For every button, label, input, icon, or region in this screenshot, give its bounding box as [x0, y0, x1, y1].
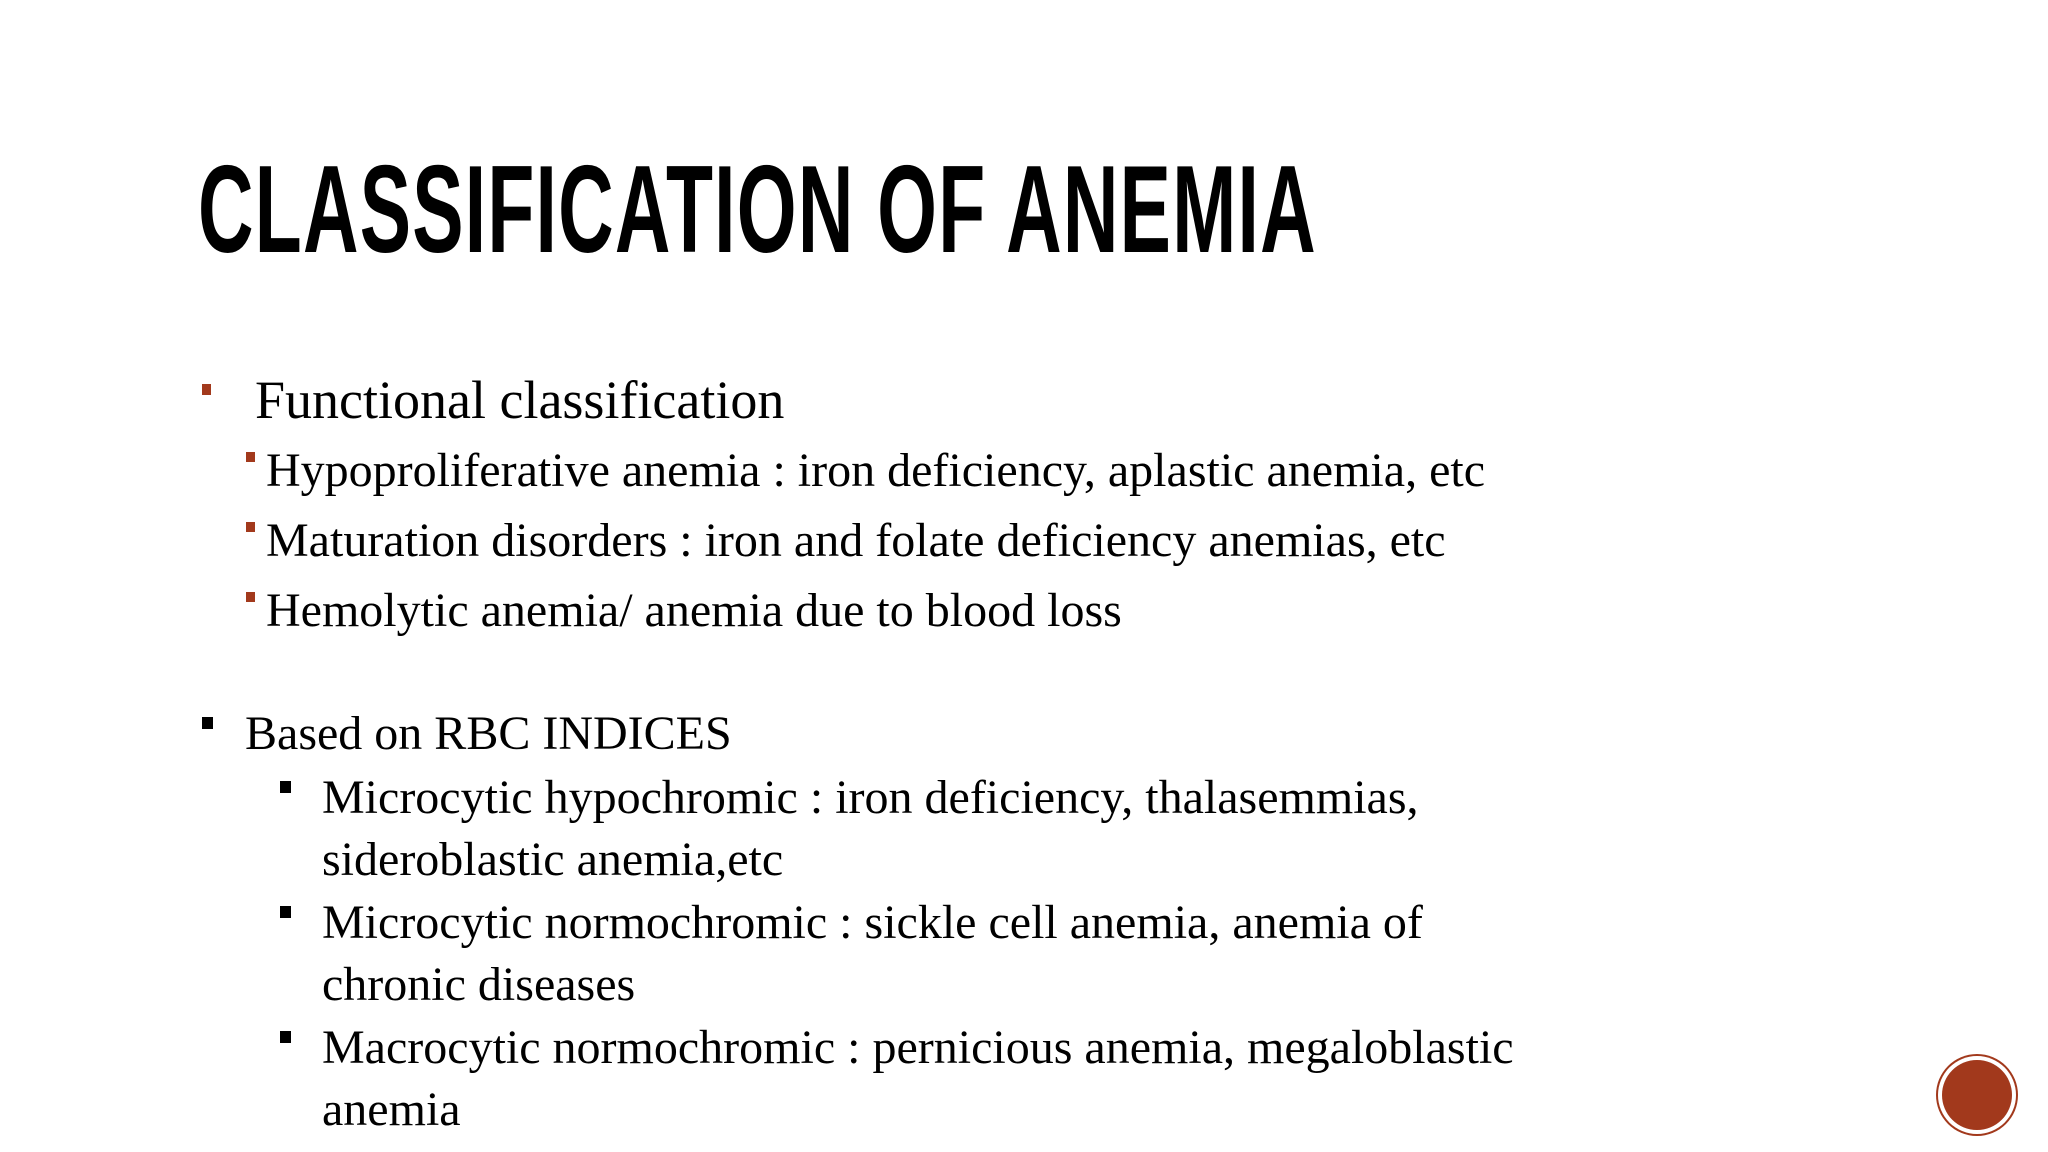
bullet-square-icon — [202, 717, 213, 729]
functional-item — [246, 443, 1485, 499]
functional-item — [246, 583, 1122, 639]
rbc-item-line: sideroblastic anemia,etc — [322, 833, 784, 886]
slide-nav-circle-button[interactable] — [1942, 1060, 2012, 1130]
functional-heading-row — [202, 370, 784, 430]
bullet-square-icon — [280, 906, 291, 918]
bullet-square-icon — [280, 781, 291, 793]
rbc-heading-row — [202, 706, 732, 762]
rbc-item-text — [322, 892, 1423, 1016]
functional-item-text: Maturation disorders : iron and folate deficiency anemias, etc — [266, 514, 1446, 567]
rbc-item-line: chronic diseases — [322, 958, 636, 1011]
rbc-item — [280, 892, 1423, 1016]
bullet-square-icon — [202, 384, 211, 395]
bullet-square-icon — [246, 452, 255, 462]
rbc-item-line: Macrocytic normochromic : pernicious anemia, megaloblastic — [322, 1021, 1514, 1074]
rbc-item-line: Microcytic hypochromic : iron deficiency, thalasemmias, — [322, 771, 1419, 824]
rbc-item — [280, 767, 1419, 891]
functional-item — [246, 513, 1446, 569]
rbc-item-line: Microcytic normochromic : sickle cell anemia, anemia of — [322, 896, 1423, 949]
functional-heading: Functional classification — [255, 370, 785, 430]
rbc-item-text — [322, 767, 1419, 891]
slide-title: CLASSIFICATION OF ANEMIA — [198, 141, 1317, 279]
bullet-square-icon — [280, 1031, 291, 1043]
bullet-square-icon — [246, 592, 255, 602]
rbc-item-line: anemia — [322, 1083, 461, 1136]
functional-item-text: Hemolytic anemia/ anemia due to blood loss — [266, 584, 1122, 637]
bullet-square-icon — [246, 522, 255, 532]
functional-item-text: Hypoproliferative anemia : iron deficiency, aplastic anemia, etc — [266, 444, 1486, 497]
rbc-heading: Based on RBC INDICES — [245, 707, 732, 760]
rbc-item — [280, 1017, 1514, 1141]
rbc-item-text — [322, 1017, 1514, 1141]
